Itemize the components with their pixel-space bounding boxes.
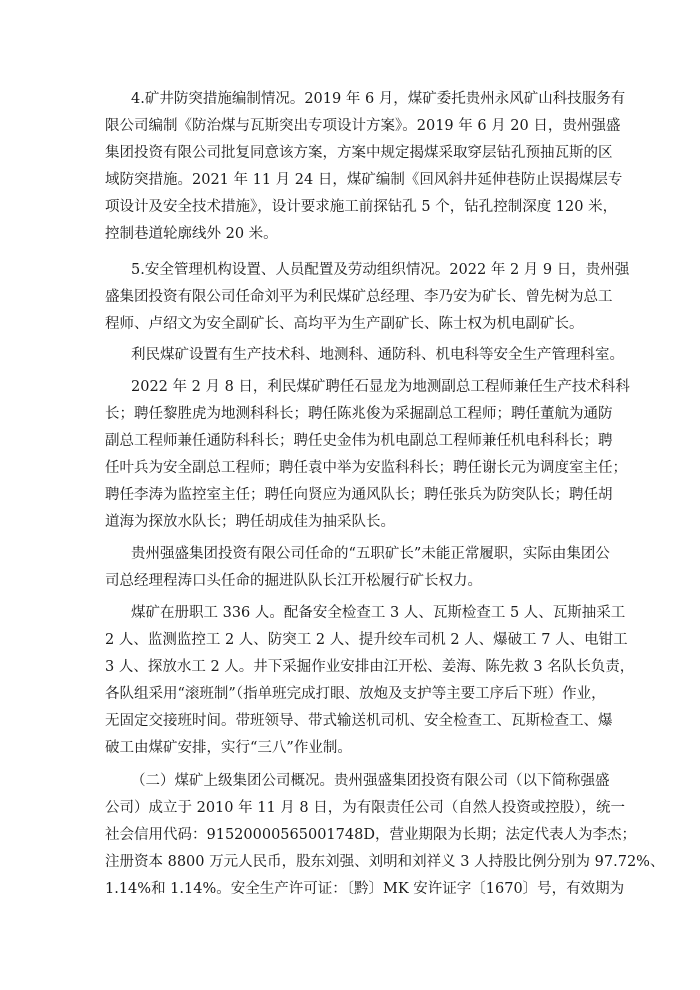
text-line: 3 人、探放水工 2 人。井下采掘作业安排由江开松、姜海、陈先救 3 名队长负责， (105, 659, 635, 675)
paragraph-departments (105, 342, 624, 369)
text-line: 社会信用代码：91520000565001748D，营业期限为长期；法定代表人为李杰； (105, 827, 636, 843)
text-line: 限公司编制《防治煤与瓦斯突出专项设计方案》。2019 年 6 月 20 日，贵州强盛 (105, 118, 621, 134)
text-line: 集团投资有限公司批复同意该方案，方案中规定揭煤采取穿层钻孔预抽瓦斯的区 (105, 145, 613, 161)
text-line: 公司）成立于 2010 年 11 月 8 日，为有限责任公司（自然人投资或控股），统一 (105, 800, 625, 816)
text-line: 2 人、监测监控工 2 人、防突工 2 人、提升绞车司机 2 人、爆破工 7 人、电钳工 (105, 632, 628, 648)
text-line: 副总工程师兼任通防科科长；聘任史金伟为机电副总工程师兼任机电科科长；聘 (105, 433, 613, 449)
text-line: 1.14%和 1.14%。安全生产许可证：〔黔〕MK 安许证字〔1670〕号，有效期为 (105, 881, 625, 897)
paragraph-five-managers (105, 541, 610, 595)
text-line: 利民煤矿设置有生产技术科、地测科、通防科、机电科等安全生产管理科室。 (131, 347, 624, 363)
text-line: 长；聘任黎胜虎为地测科科长；聘任陈兆俊为采掘副总工程师；聘任董航为通防 (105, 406, 613, 422)
text-line: 司总经理程涛口头任命的掘进队队长江开松履行矿长权力。 (105, 573, 482, 589)
text-line: 控制巷道轮廓线外 20 米。 (105, 226, 278, 242)
text-line: 各队组采用“滚班制”（指单班完成打眼、放炮及支护等主要工序后下班）作业， (105, 686, 606, 702)
text-line: 无固定交接班时间。带班领导、带式输送机司机、安全检查工、瓦斯检查工、爆 (105, 713, 613, 729)
text-line: 道海为探放水队长；聘任胡成佳为抽采队长。 (105, 514, 395, 530)
text-line: 程师、卢绍文为安全副矿长、高均平为生产副矿长、陈士权为机电副矿长。 (105, 316, 584, 332)
paragraph-safety-management (105, 257, 630, 338)
paragraph-staffing (105, 600, 635, 762)
text-line: 贵州强盛集团投资有限公司任命的“五职矿长”未能正常履职，实际由集团公 (131, 546, 610, 562)
text-line: 聘任李涛为监控室主任；聘任向贤应为通风队长；聘任张兵为防突队长；聘任胡 (105, 487, 613, 503)
text-line: 破工由煤矿安排，实行“三八”作业制。 (105, 740, 352, 756)
text-line: 注册资本 8800 万元人民币，股东刘强、刘明和刘祥义 3 人持股比例分别为 97.72%、 (105, 854, 665, 870)
text-line: （二）煤矿上级集团公司概况。贵州强盛集团投资有限公司（以下简称强盛 (131, 773, 610, 789)
text-line: 域防突措施。2021 年 11 月 24 日，煤矿编制《回风斜井延伸巷防止误揭煤层专 (105, 172, 623, 188)
text-line: 煤矿在册职工 336 人。配备安全检查工 3 人、瓦斯检查工 5 人、瓦斯抽采工 (131, 605, 626, 621)
paragraph-mine-outburst-measures (105, 86, 626, 248)
paragraph-parent-company (105, 768, 665, 903)
text-line: 项设计及安全技术措施》，设计要求施工前探钻孔 5 个，钻孔控制深度 120 米， (105, 199, 618, 215)
text-line: 4.矿井防突措施编制情况。2019 年 6 月，煤矿委托贵州永风矿山科技服务有 (131, 91, 626, 107)
text-line: 2022 年 2 月 8 日，利民煤矿聘任石显龙为地测副总工程师兼任生产技术科科 (131, 379, 630, 395)
text-line: 5.安全管理机构设置、人员配置及劳动组织情况。2022 年 2 月 9 日，贵州强 (131, 262, 630, 278)
paragraph-appointments (105, 374, 630, 536)
text-line: 盛集团投资有限公司任命刘平为利民煤矿总经理、李乃安为矿长、曾先树为总工 (105, 289, 613, 305)
text-line: 任叶兵为安全副总工程师；聘任袁中举为安监科科长；聘任谢长元为调度室主任； (105, 460, 627, 476)
